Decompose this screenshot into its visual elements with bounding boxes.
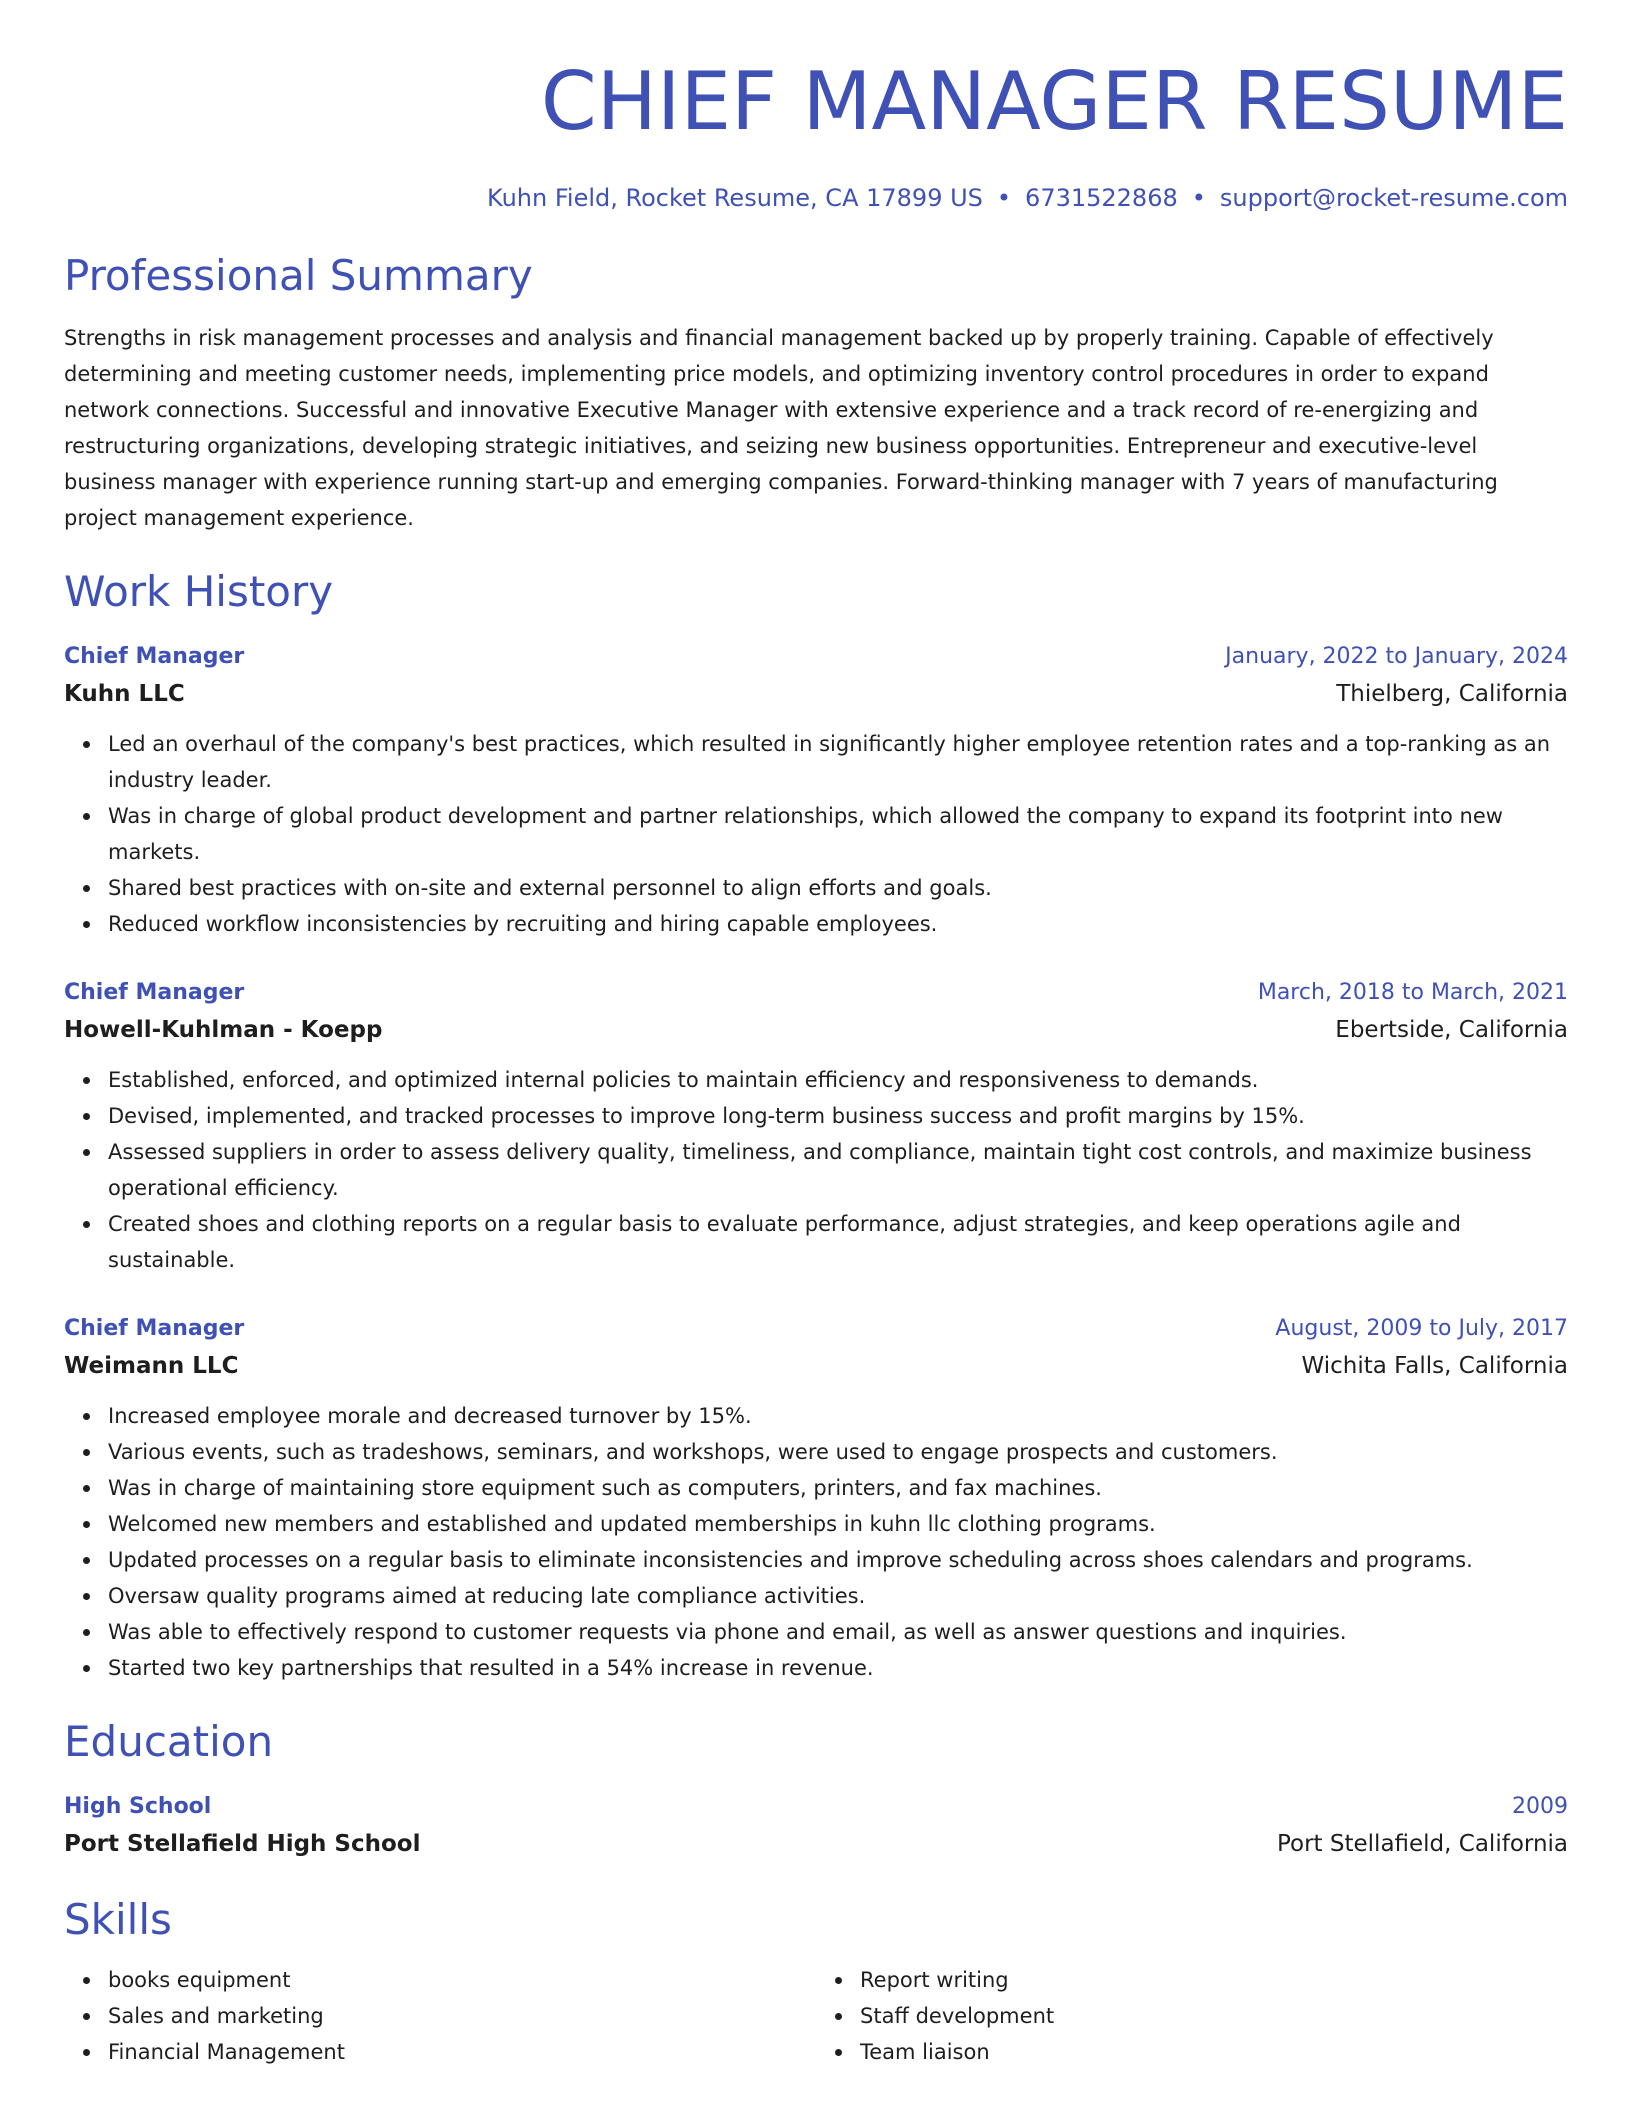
job-company: Kuhn LLC [64,681,185,707]
job-bullet: Started two key partnerships that resulted in a 54% increase in revenue. [108,1650,1568,1686]
education-section [64,1716,1568,1864]
job-bullet: Devised, implemented, and tracked processes to improve long-term business success and profit margins by 15%. [108,1098,1568,1134]
education-location: Port Stellafield, California [1276,1831,1568,1857]
section-title-summary: Professional Summary [64,251,533,300]
section-title-work-history: Work History [64,567,334,616]
contact-address: Kuhn Field, Rocket Resume, CA 17899 US [487,184,983,212]
job-bullet: Oversaw quality programs aimed at reducing late compliance activities. [108,1578,1568,1614]
job-role: Chief Manager [64,644,245,669]
job-company: Weimann LLC [64,1353,239,1379]
job-entry [64,976,1568,1278]
skill-item: Financial Management [108,2034,816,2070]
job-bullet: Welcomed new members and established and updated memberships in kuhn llc clothing programs. [108,1506,1568,1542]
job-bullet: Established, enforced, and optimized internal policies to maintain efficiency and responsiveness to demands. [108,1062,1568,1098]
section-title-skills: Skills [64,1895,172,1944]
job-entry [64,640,1568,942]
contact-email[interactable]: support@rocket-resume.com [1219,184,1568,212]
contact-separator: • [996,184,1012,212]
education-school: Port Stellafield High School [64,1831,421,1857]
resume-header [64,0,1568,214]
job-dates: August, 2009 to July, 2017 [1275,1316,1568,1341]
job-location: Ebertside, California [1335,1017,1568,1043]
job-bullet: Various events, such as tradeshows, seminars, and workshops, were used to engage prospects and customers. [108,1434,1568,1470]
education-entry [64,1790,1568,1864]
job-role: Chief Manager [64,1316,245,1341]
job-bullet: Reduced workflow inconsistencies by recruiting and hiring capable employees. [108,906,1568,942]
job-bullet: Was in charge of global product development and partner relationships, which allowed the company to expand its footprint into new markets. [108,798,1568,870]
summary-text: Strengths in risk management processes and analysis and financial management backed up by properly training. Capable of effectively determining and meeting customer needs, implementing price models, and optimizing inventory control procedures in order to expand network connections. Successful and innovative Executive Manager with extensive experience and a track record of re-energizing and restructuring organizations, developing strategic initiatives, and seizing new business opportunities. Entrepreneur and executive-level business manager with experience running start-up and emerging companies. Forward-thinking manager with 7 years of manufacturing project management experience. [64,326,1498,530]
job-role: Chief Manager [64,980,245,1005]
job-bullet: Increased employee morale and decreased turnover by 15%. [108,1398,1568,1434]
job-bullets [64,1398,1568,1686]
skill-item: Team liaison [860,2034,1568,2070]
education-degree: High School [64,1794,212,1819]
education-year: 2009 [1512,1794,1568,1819]
job-dates: March, 2018 to March, 2021 [1257,980,1568,1005]
job-bullet: Was able to effectively respond to customer requests via phone and email, as well as answer questions and inquiries. [108,1614,1568,1650]
job-bullets [64,1062,1568,1278]
skill-item: books equipment [108,1962,816,1998]
job-bullet: Led an overhaul of the company's best practices, which resulted in significantly higher employee retention rates and a top-ranking as an industry leader. [108,726,1568,798]
job-entry [64,1312,1568,1686]
job-dates: January, 2022 to January, 2024 [1225,644,1568,669]
job-bullet: Shared best practices with on-site and external personnel to align efforts and goals. [108,870,1568,906]
resume-title: CHIEF MANAGER RESUME [540,55,1568,148]
job-company: Howell-Kuhlman - Koepp [64,1017,383,1043]
section-title-education: Education [64,1717,274,1766]
job-location: Thielberg, California [1336,681,1568,707]
skills-grid [64,1962,1568,2070]
work-history-section [64,566,1568,1686]
skills-section [64,1894,1568,2070]
job-bullet: Updated processes on a regular basis to eliminate inconsistencies and improve scheduling across shoes calendars and programs. [108,1542,1568,1578]
job-location: Wichita Falls, California [1301,1353,1568,1379]
job-bullets [64,726,1568,942]
job-bullet: Created shoes and clothing reports on a regular basis to evaluate performance, adjust strategies, and keep operations agile and sustainable. [108,1206,1568,1278]
job-bullet: Assessed suppliers in order to assess delivery quality, timeliness, and compliance, maintain tight cost controls, and maximize business operational efficiency. [108,1134,1568,1206]
contact-line [64,182,1568,214]
contact-phone: 6731522868 [1025,184,1178,212]
summary-section [64,250,1568,536]
skills-column-left [64,1962,816,2070]
skill-item: Staff development [860,1998,1568,2034]
skills-column-right [816,1962,1568,2070]
job-bullet: Was in charge of maintaining store equipment such as computers, printers, and fax machines. [108,1470,1568,1506]
contact-separator: • [1191,184,1206,212]
skill-item: Sales and marketing [108,1998,816,2034]
skill-item: Report writing [860,1962,1568,1998]
